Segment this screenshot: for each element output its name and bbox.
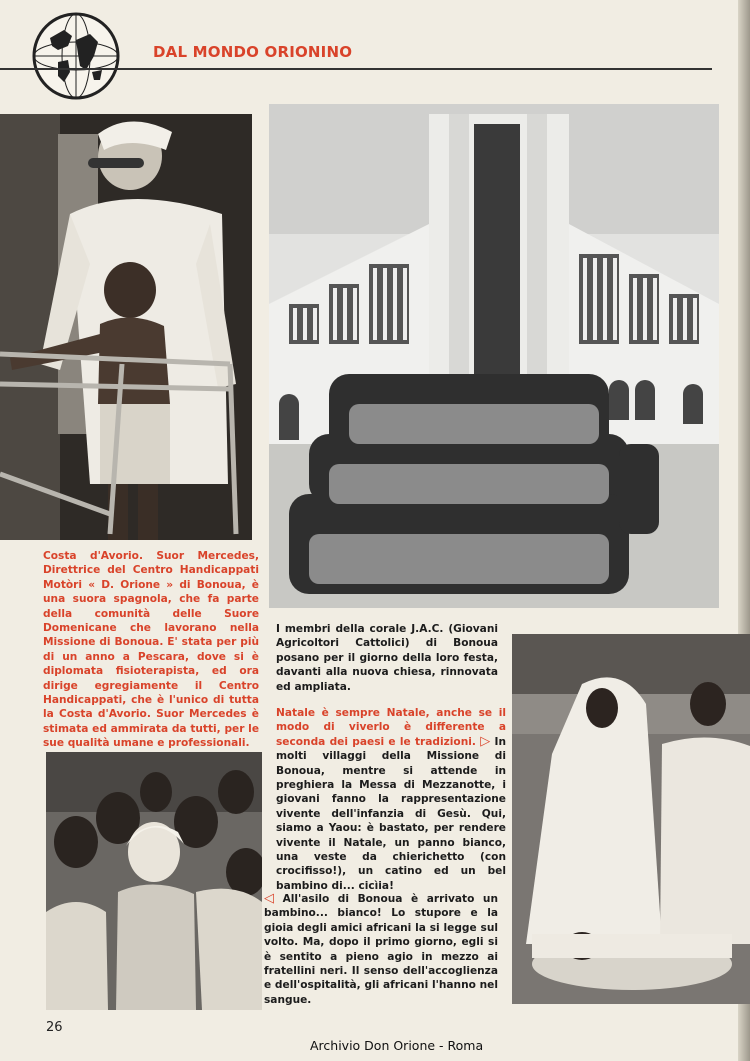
- caption-choir: I membri della corale J.A.C. (Giovani Agricoltori Cattolici) di Bonoua posano per il giorno della loro festa, davanti alla nuova chiesa, rinnovata ed ampliata.: [276, 623, 498, 693]
- caption-kindergarten: [264, 892, 498, 1007]
- caption-christmas-body: In molti villaggi della Missione di Bonoua, mentre si attende in preghiera la Messa di Mezzanotte, i giovani fanno la rappresentazione vivente dell'infanzia di Gesù. Qui, siamo a Yaou: è bastato, per rendere vivente il Natale, un panno bianco, una veste da chierichetto (con crocifisso!), un catino ed un bel bambino di... cicìia!: [276, 735, 506, 892]
- photo-nativity-scene: [512, 634, 750, 1004]
- archive-footer: Archivio Don Orione - Roma: [310, 1038, 484, 1053]
- photo-nun-with-child: [0, 114, 252, 540]
- photo-kindergarten-children: [46, 752, 262, 1010]
- globe-logo-icon: [28, 10, 124, 102]
- triangle-right-icon: ▷: [480, 733, 491, 749]
- caption-christmas: [276, 706, 506, 893]
- page-title: DAL MONDO ORIONINO: [153, 43, 353, 61]
- header-divider: [0, 68, 712, 70]
- triangle-left-icon: ◁: [264, 891, 274, 906]
- caption-christmas-intro: Natale è sempre Natale, anche se il modo di viverlo è differente a seconda dei paesi e le tradizioni.: [276, 707, 506, 748]
- caption-nun: Costa d'Avorio. Suor Mercedes, Direttrice del Centro Handicappati Motòri « D. Orione » di Bonoua, è una suora spagnola, che fa parte della comunità delle Suore Domenicane che lavorano nella Missione di Bonoua. E' stata per più di un anno a Pescara, dove si è diplomata fisioterapista, ed ora dirige egregiamente il Centro Handicappati, che è l'unico di tutta la Costa d'Avorio. Suor Mercedes è stimata ed ammirata da tutti, per le sue qualità umane e professionali.: [43, 550, 259, 750]
- caption-kindergarten-text: All'asilo di Bonoua è arrivato un bambino... bianco! Lo stupore e la gioia degli amici africani la si legge sul volto. Ma, dopo il primo giorno, egli si è sentito a pieno agio in mezzo ai fratellini neri. Il senso dell'accoglienza e dell'ospitalità, gli africani l'hanno nel sangue.: [264, 893, 498, 1006]
- page-number: 26: [46, 1020, 63, 1035]
- photo-church-choir: [269, 104, 719, 608]
